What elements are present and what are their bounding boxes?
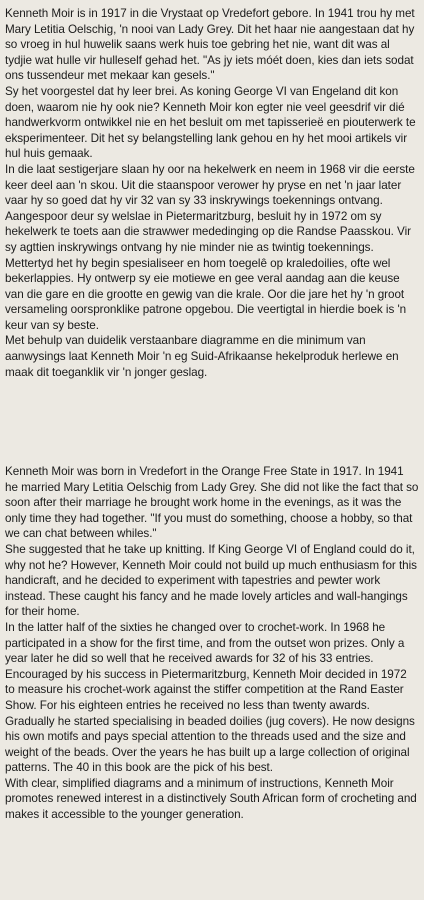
afrikaans-paragraph-4: Aangespoor deur sy welslae in Pietermaritzburg, besluit hy in 1972 om sy hekelwerk te toets aan die strawwer mededinging op die Randse Paasskou. Vir sy agttien inskrywings ontvang hy nie minder nie as twintig toekennings. (5, 209, 411, 254)
english-text-block (5, 464, 419, 823)
afrikaans-text-block (5, 6, 419, 380)
english-paragraph-2: She suggested that he take up knitting. If King George VI of England could do it, why not he? However, Kenneth Moir could not build up much enthusiasm for this handicraft, and he decided to experiment with tapestries and pewter work instead. These caught his fancy and he made lovely articles and wall-hangings for their home. (5, 542, 417, 619)
english-paragraph-6: With clear, simplified diagrams and a minimum of instructions, Kenneth Moir promotes renewed interest in a distinctively South African form of crocheting and makes it accessible to the younger generation. (5, 776, 417, 822)
afrikaans-paragraph-5: Mettertyd het hy begin spesialiseer en hom toegelê op kraledoilies, ofte wel bekerlappies. Hy ontwerp sy eie motiewe en gee veral aandag aan die keuse van die gare en die grootte en gewig van die krale. Oor die jare het hy 'n groot versameling oorspronklike patrone opgebou. Die veertigtal in hierdie boek is 'n keur van sy beste. (5, 256, 407, 332)
english-paragraph-4: Encouraged by his success in Pietermaritzburg, Kenneth Moir decided in 1972 to measure his crochet-work against the stiffer competition at the Rand Easter Show. For his eighteen entries he received no less than twenty awards. (5, 667, 407, 712)
afrikaans-paragraph-1: Kenneth Moir is in 1917 in die Vrystaat op Vredefort gebore. In 1941 trou hy met Mary Letitia Oelschig, 'n nooi van Lady Grey. Dit het haar nie aangestaan dat hy so vroeg in hul huwelik saans werk huis toe gebring het nie, want dit was al tydjie wat hulle vir hulleself gehad het. "As jy iets móét doen, kies dan iets sodat ons tussendeur met mekaar kan gesels." (5, 7, 415, 83)
english-paragraph-3: In the latter half of the sixties he changed over to crochet-work. In 1968 he participated in a show for the first time, and from the outset won prizes. Only a year later he did so well that he received awards for 32 of his 33 entries. (5, 620, 405, 666)
english-paragraph-5: Gradually he started specialising in beaded doilies (jug covers). He now designs his own motifs and pays special attention to the threads used and the size and weight of the beads. Over the years he has built up a large collection of original patterns. The 40 in this book are the pick of his best. (5, 714, 415, 775)
afrikaans-paragraph-6: Met behulp van duidelik verstaanbare diagramme en die minimum van aanwysings laat Kenneth Moir 'n eg Suid-Afrikaanse hekelproduk herlewe en maak dit toeganklik vir 'n jonger geslag. (5, 334, 399, 379)
afrikaans-paragraph-3: In die laat sestigerjare slaan hy oor na hekelwerk en neem in 1968 vir die eerste keer deel aan 'n skou. Uit die staanspoor verower hy pryse en net 'n jaar later vaar hy so goed dat hy vir 32 van sy 33 inskrywings toekennings ontvang. (5, 162, 415, 208)
afrikaans-paragraph-2: Sy het voorgestel dat hy leer brei. As koning George VI van Engeland dit kon doen, waarom nie hy ook nie? Kenneth Moir kon egter nie veel geesdrif vir dié handwerkvorm ontwikkel nie en het besluit om met tapisserieë en piouterwerk te eksperimenteer. Dit het sy belangstelling lank gehou en hy het mooi artikels vir hul huis gemaak. (5, 84, 416, 161)
english-paragraph-1: Kenneth Moir was born in Vredefort in the Orange Free State in 1917. In 1941 he married Mary Letitia Oelschig from Lady Grey. She did not like the fact that so soon after their marriage he brought work home in the evenings, as it was the only time they had together. "If you must do something, choose a hobby, so that we can chat between whiles." (5, 465, 419, 541)
